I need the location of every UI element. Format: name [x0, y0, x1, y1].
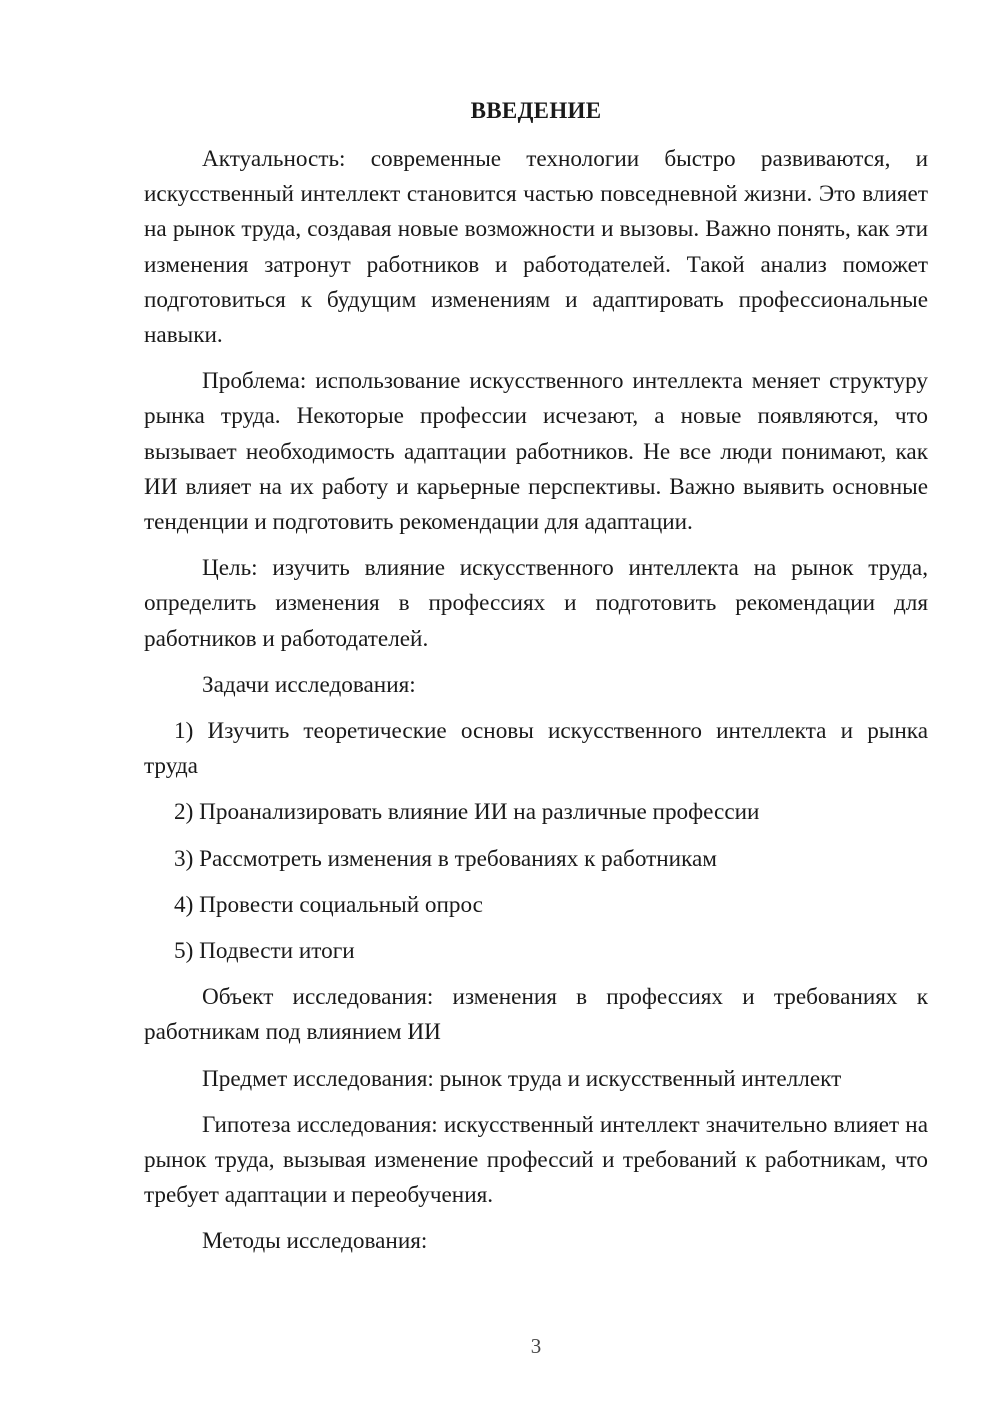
paragraph-hypothesis: Гипотеза исследования: искусственный интеллект значительно влияет на рынок труда, вызывая изменение профессий и требований к работникам, что требует адаптации и переобучения. — [144, 1111, 928, 1209]
paragraph-methods: Методы исследования: — [202, 1228, 428, 1255]
paragraph-relevance: Актуальность: современные технологии быстро развиваются, и искусственный интеллект становится частью повседневной жизни. Это влияет на рынок труда, создавая новые возможности и вызовы. Важно понять, как эти изменения затронут работников и работодателей. Такой анализ поможет подготовиться к будущим изменениям и адаптировать профессиональные навыки. — [144, 146, 928, 349]
paragraph-tasks-title: Задачи исследования: — [202, 671, 416, 698]
task-item-4: 4) Провести социальный опрос — [174, 891, 483, 918]
task-item-3: 3) Рассмотреть изменения в требованиях к работникам — [174, 845, 717, 872]
paragraph-object: Объект исследования: изменения в профессиях и требованиях к работникам под влиянием ИИ — [144, 984, 928, 1046]
paragraph-problem: Проблема: использование искусственного интеллекта меняет структуру рынка труда. Некоторые профессии исчезают, а новые появляются, что вызывает необходимость адаптации работников. Не все люди понимают, как ИИ влияет на их работу и карьерные перспективы. Важно выявить основные тенденции и подготовить рекомендации для адаптации. — [144, 368, 928, 536]
task-item-5: 5) Подвести итоги — [174, 938, 355, 965]
section-heading: ВВЕДЕНИЕ — [470, 98, 602, 123]
paragraph-subject: Предмет исследования: рынок труда и искусственный интеллект — [202, 1065, 842, 1092]
paragraph-goal: Цель: изучить влияние искусственного интеллекта на рынок труда, определить изменения в профессиях и подготовить рекомендации для работников и работодателей. — [144, 555, 928, 652]
task-item-1: 1) Изучить теоретические основы искусственного интеллекта и рынка труда — [144, 718, 928, 780]
page-number: 3 — [530, 1334, 542, 1358]
document-body — [144, 142, 928, 1260]
task-item-2: 2) Проанализировать влияние ИИ на различные профессии — [174, 799, 760, 826]
